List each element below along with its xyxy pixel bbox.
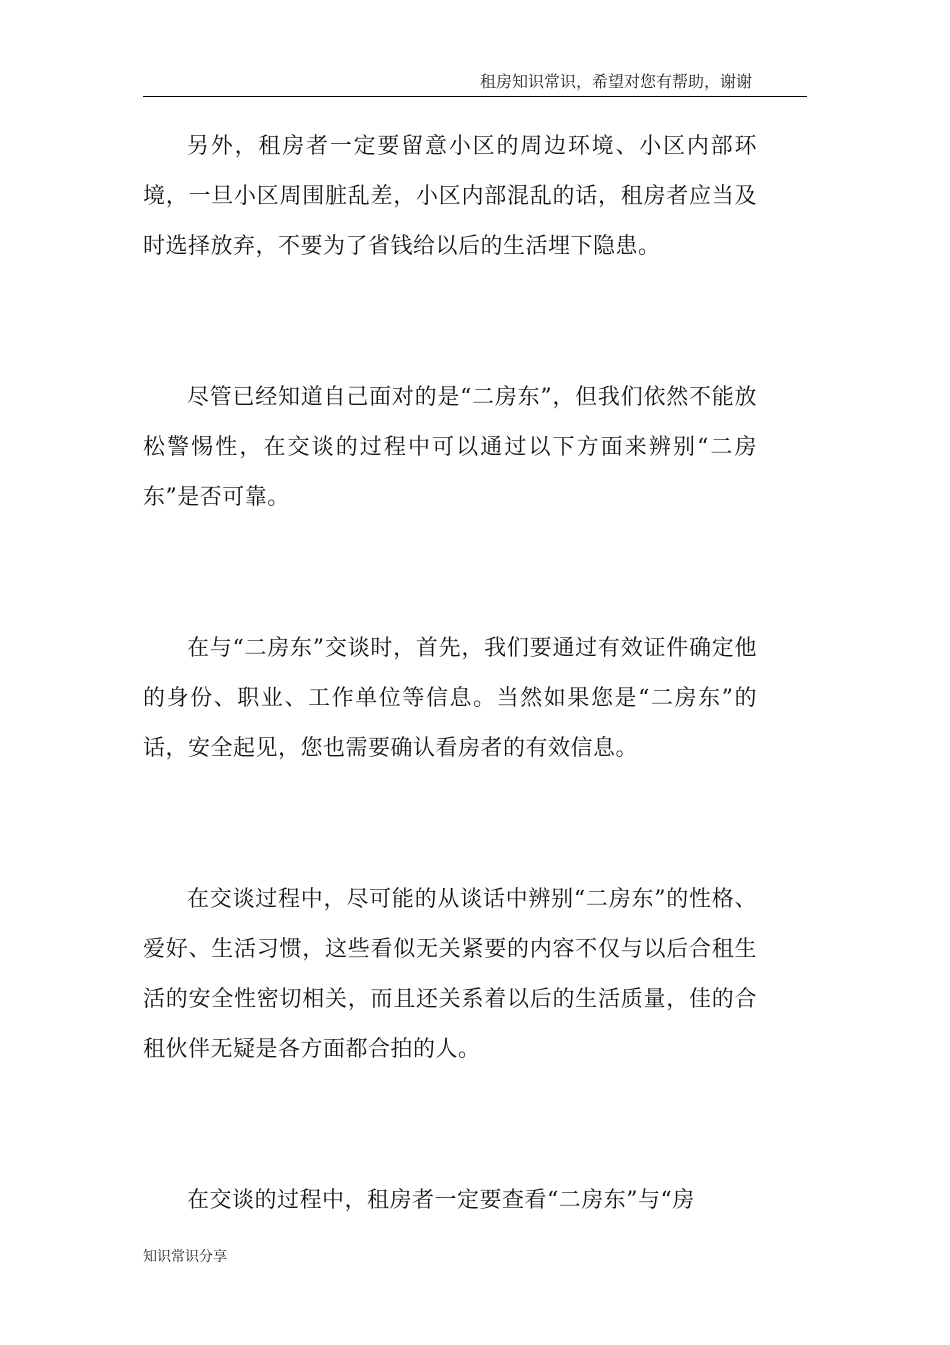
paragraph-4: 在交谈过程中，尽可能的从谈话中辨别“二房东”的性格、爱好、生活习惯，这些看似无关紧要的内容不仅与以后合租生活的安全性密切相关，而且还关系着以后的生活质量，佳的合租伙伴无疑是各方面都合拍的人。	[143, 887, 757, 1062]
paragraph-2: 尽管已经知道自己面对的是“二房东”，但我们依然不能放松警惕性，在交谈的过程中可以通过以下方面来辨别“二房东”是否可靠。	[143, 385, 757, 510]
page-header: 租房知识常识，希望对您有帮助，谢谢	[479, 72, 752, 91]
header-divider	[143, 96, 807, 97]
paragraph-5: 在交谈的过程中，租房者一定要查看“二房东”与“房	[187, 1188, 695, 1213]
document-body	[143, 122, 757, 1226]
paragraph-1: 另外，租房者一定要留意小区的周边环境、小区内部环境，一旦小区周围脏乱差，小区内部混乱的话，租房者应当及时选择放弃，不要为了省钱给以后的生活埋下隐患。	[143, 134, 757, 259]
page-footer: 知识常识分享	[143, 1249, 227, 1265]
paragraph-3: 在与“二房东”交谈时，首先，我们要通过有效证件确定他的身份、职业、工作单位等信息。当然如果您是“二房东”的话，安全起见，您也需要确认看房者的有效信息。	[143, 636, 757, 761]
